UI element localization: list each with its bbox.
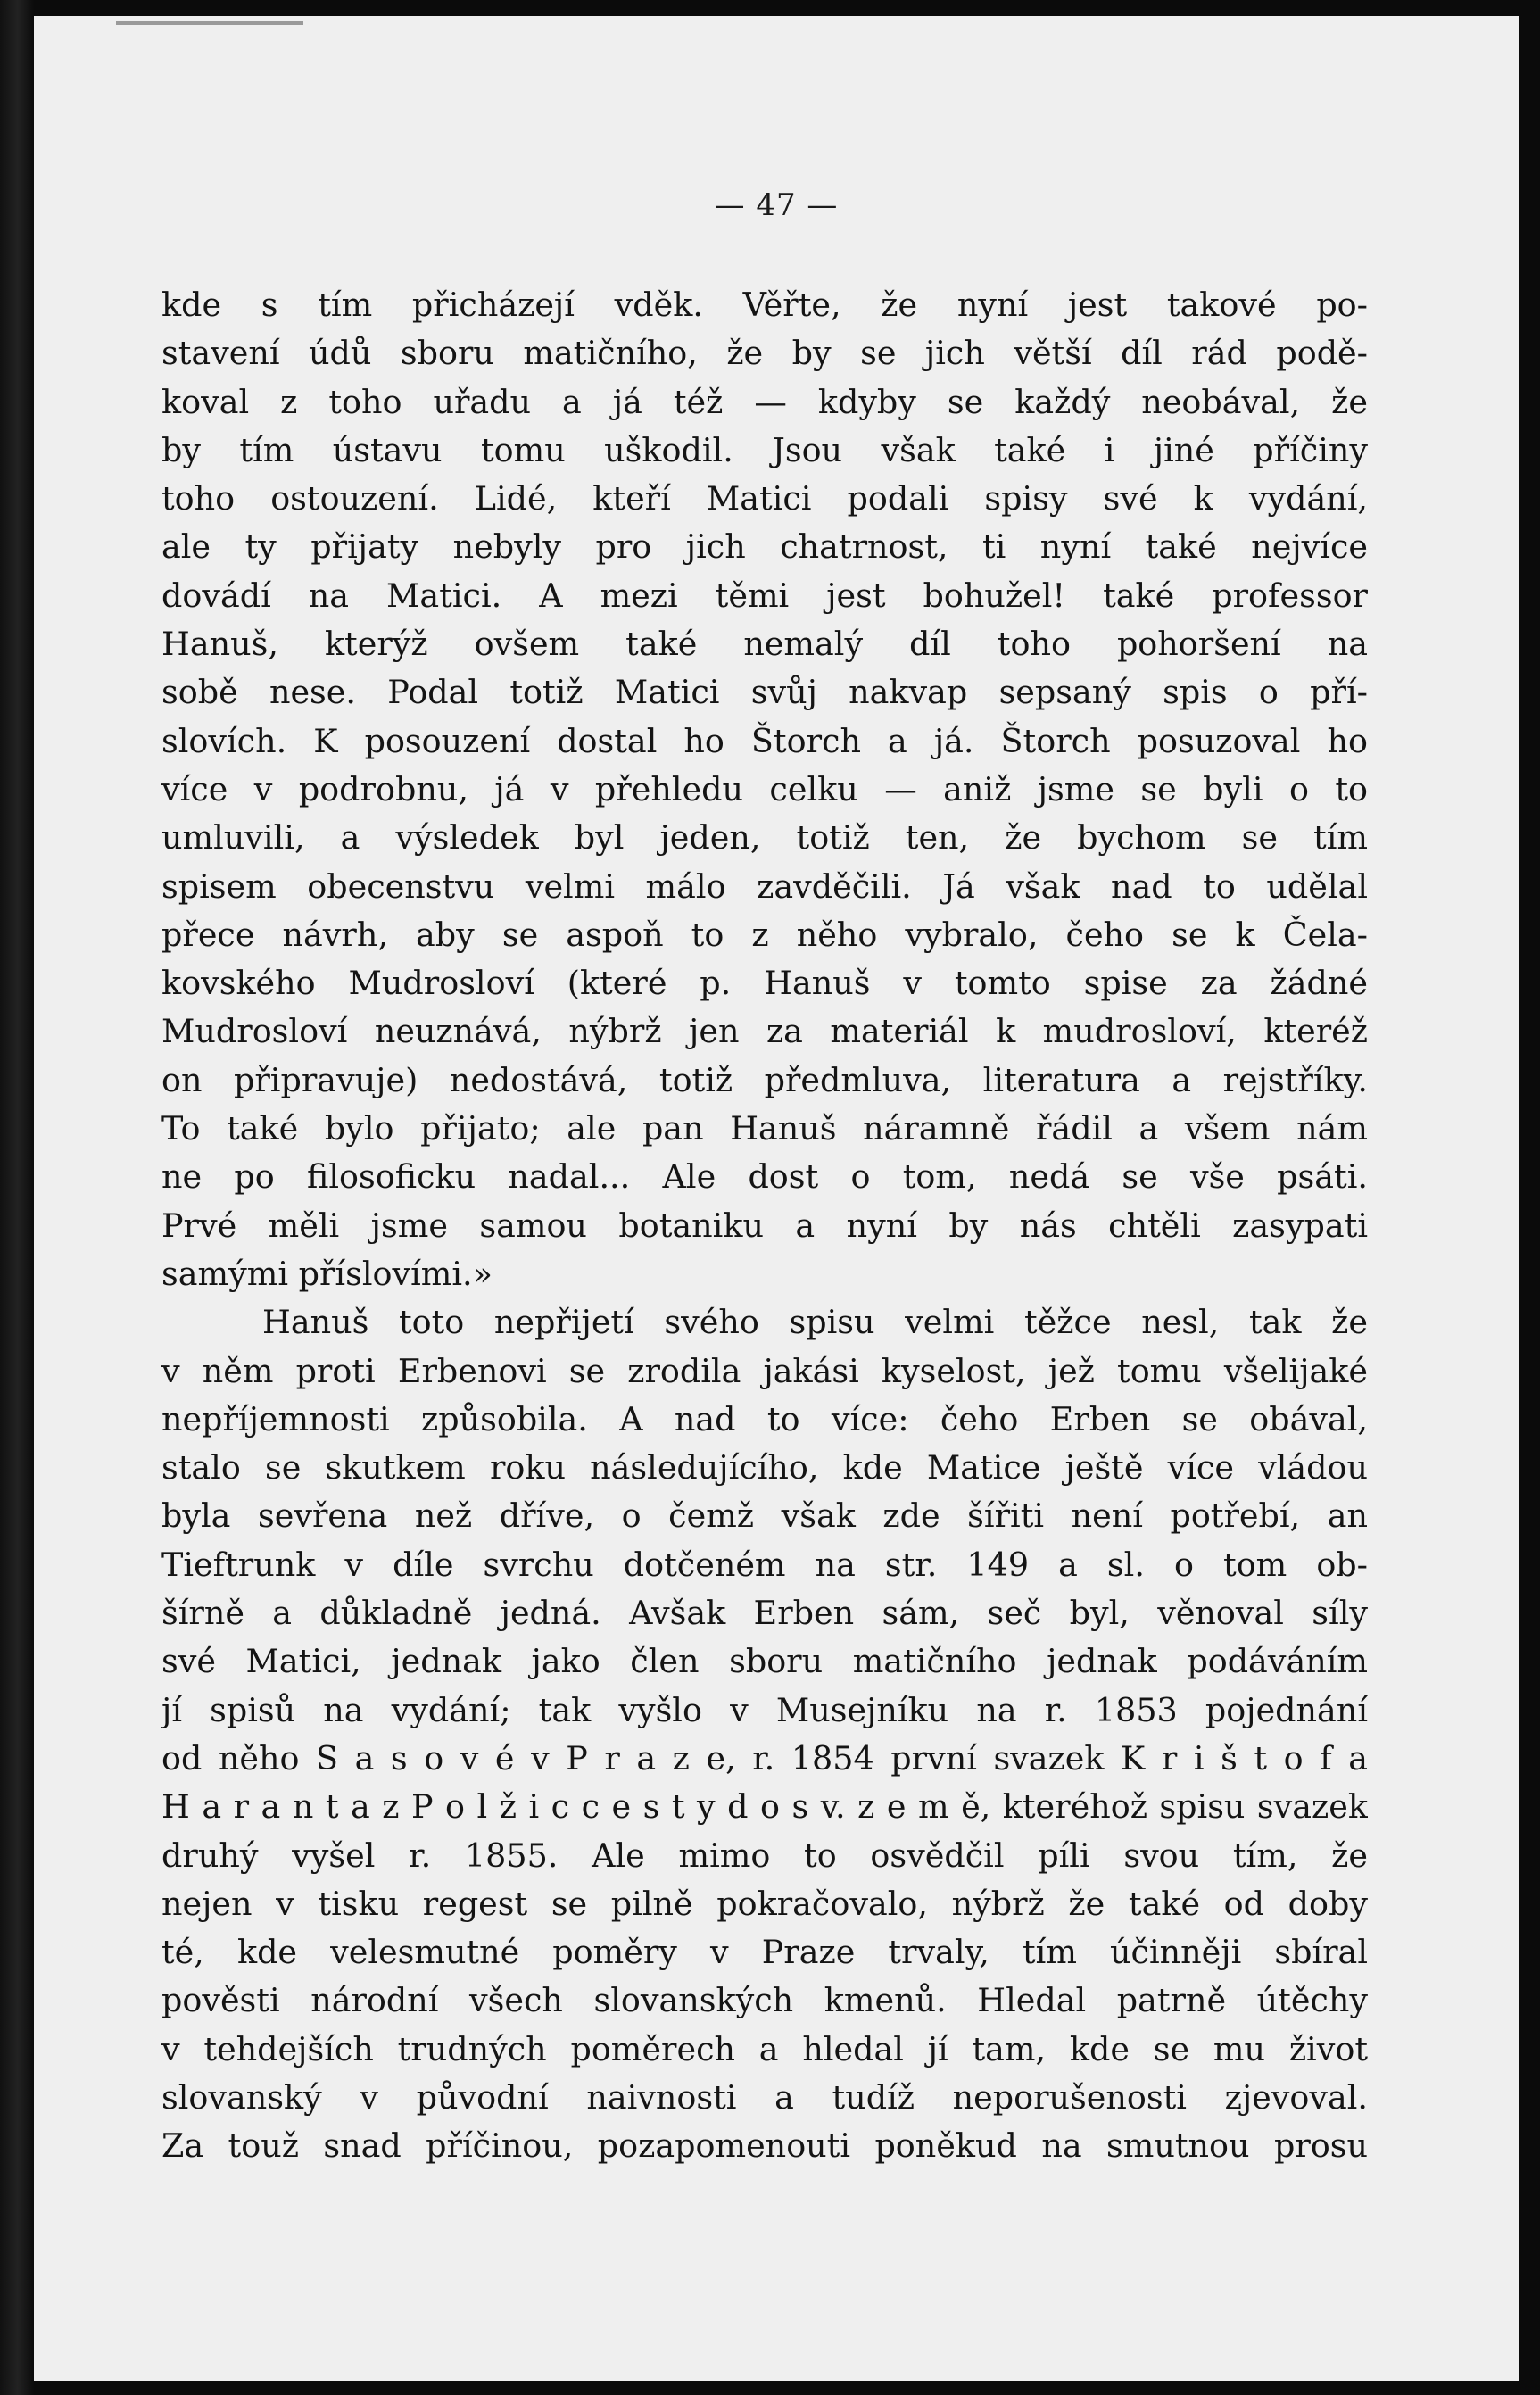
page-number: — 47 — [714, 187, 839, 223]
text-line: té, kde velesmutné poměry v Praze trvaly, tím účinněji sbíral [161, 1933, 1368, 1972]
text-line: své Matici, jednak jako člen sboru matičního jednak podáváním [161, 1642, 1368, 1681]
text-line: nejen v tisku regest se pilně pokračovalo, nýbrž že také od doby [161, 1884, 1368, 1923]
text-line: ne po filosoficku nadal... Ale dost o tom, nedá se vše psáti. [161, 1157, 1368, 1197]
text-line: Za touž snad příčinou, pozapomenouti poněkud na smutnou prosu [161, 2126, 1368, 2166]
text-line: stavení údů sboru matičního, že by se jich větší díl rád podě- [161, 334, 1368, 373]
text-line: přece návrh, aby se aspoň to z něho vybralo, čeho se k Čela- [161, 915, 1368, 954]
text-line: samými příslovími.» [161, 1254, 493, 1293]
text-line: ale ty přijaty nebyly pro jich chatrnost, ti nyní také nejvíce [161, 527, 1368, 567]
text-line: druhý vyšel r. 1855. Ale mimo to osvědčil píli svou tím, že [161, 1836, 1368, 1875]
text-line: Hanuš, kterýž ovšem také nemalý díl toho pohoršení na [161, 625, 1368, 664]
text-line: byla sevřena než dříve, o čemž však zde šířiti není potřebí, an [161, 1496, 1368, 1536]
book-page [34, 16, 1519, 2381]
scan-border-right [1519, 0, 1540, 2395]
scan-mark [116, 21, 303, 25]
text-line: od něho S a s o v é v P r a z e, r. 1854 první svazek K r i š t o f a [161, 1738, 1368, 1778]
text-line: dovádí na Matici. A mezi těmi jest bohužel! také professor [161, 576, 1368, 615]
text-line: spisem obecenstvu velmi málo zavděčili. Já však nad to udělal [161, 866, 1368, 906]
text-line: pověsti národní všech slovanských kmenů. Hledal patrně útěchy [161, 1981, 1368, 2020]
text-line: by tím ústavu tomu uškodil. Jsou však také i jiné příčiny [161, 430, 1368, 469]
scan-border-left [0, 0, 34, 2395]
text-line: toho ostouzení. Lidé, kteří Matici podali spisy své k vydání, [161, 479, 1368, 518]
text-line: nepříjemnosti způsobila. A nad to více: čeho Erben se obával, [161, 1399, 1368, 1438]
text-line: H a r a n t a z P o l ž i c c e s t y d o s v. z e m ě, kteréhož spisu svazek [161, 1787, 1368, 1827]
text-line: To také bylo přijato; ale pan Hanuš náramně řádil a všem nám [161, 1109, 1368, 1148]
text-line: v něm proti Erbenovi se zrodila jakási kyselost, jež tomu všelijaké [161, 1351, 1368, 1390]
text-line: Prvé měli jsme samou botaniku a nyní by nás chtěli zasypati [161, 1206, 1368, 1245]
text-line: stalo se skutkem roku následujícího, kde Matice ještě více vládou [161, 1448, 1368, 1488]
text-line: koval z toho uřadu a já též — kdyby se každý neobával, že [161, 382, 1368, 421]
body-text [161, 281, 1368, 2171]
text-line: kovského Mudrosloví (které p. Hanuš v tomto spise za žádné [161, 964, 1368, 1003]
text-line: on připravuje) nedostává, totiž předmluva, literatura a rejstříky. [161, 1060, 1368, 1099]
text-line: jí spisů na vydání; tak vyšlo v Musejníku na r. 1853 pojednání [161, 1690, 1368, 1729]
text-line: umluvili, a výsledek byl jeden, totiž ten, že bychom se tím [161, 818, 1368, 858]
text-line: v tehdejších trudných poměrech a hledal jí tam, kde se mu život [161, 2029, 1368, 2068]
text-line: více v podrobnu, já v přehledu celku — aniž jsme se byli o to [161, 769, 1368, 808]
text-line: slovanský v původní naivnosti a tudíž neporušenosti zjevoval. [161, 2077, 1368, 2117]
text-line: sobě nese. Podal totiž Matici svůj nakvap sepsaný spis o pří- [161, 673, 1368, 712]
text-line: šírně a důkladně jedná. Avšak Erben sám, seč byl, věnoval síly [161, 1594, 1368, 1633]
text-line: Hanuš toto nepřijetí svého spisu velmi těžce nesl, tak že [262, 1303, 1368, 1342]
text-line: slovích. K posouzení dostal ho Štorch a já. Štorch posuzoval ho [161, 721, 1368, 760]
text-line: Tieftrunk v díle svrchu dotčeném na str. 149 a sl. o tom ob- [161, 1545, 1368, 1584]
text-line: kde s tím přicházejí vděk. Věřte, že nyní jest takové po- [161, 286, 1368, 324]
text-line: Mudrosloví neuznává, nýbrž jen za materiál k mudrosloví, kteréž [161, 1012, 1368, 1051]
